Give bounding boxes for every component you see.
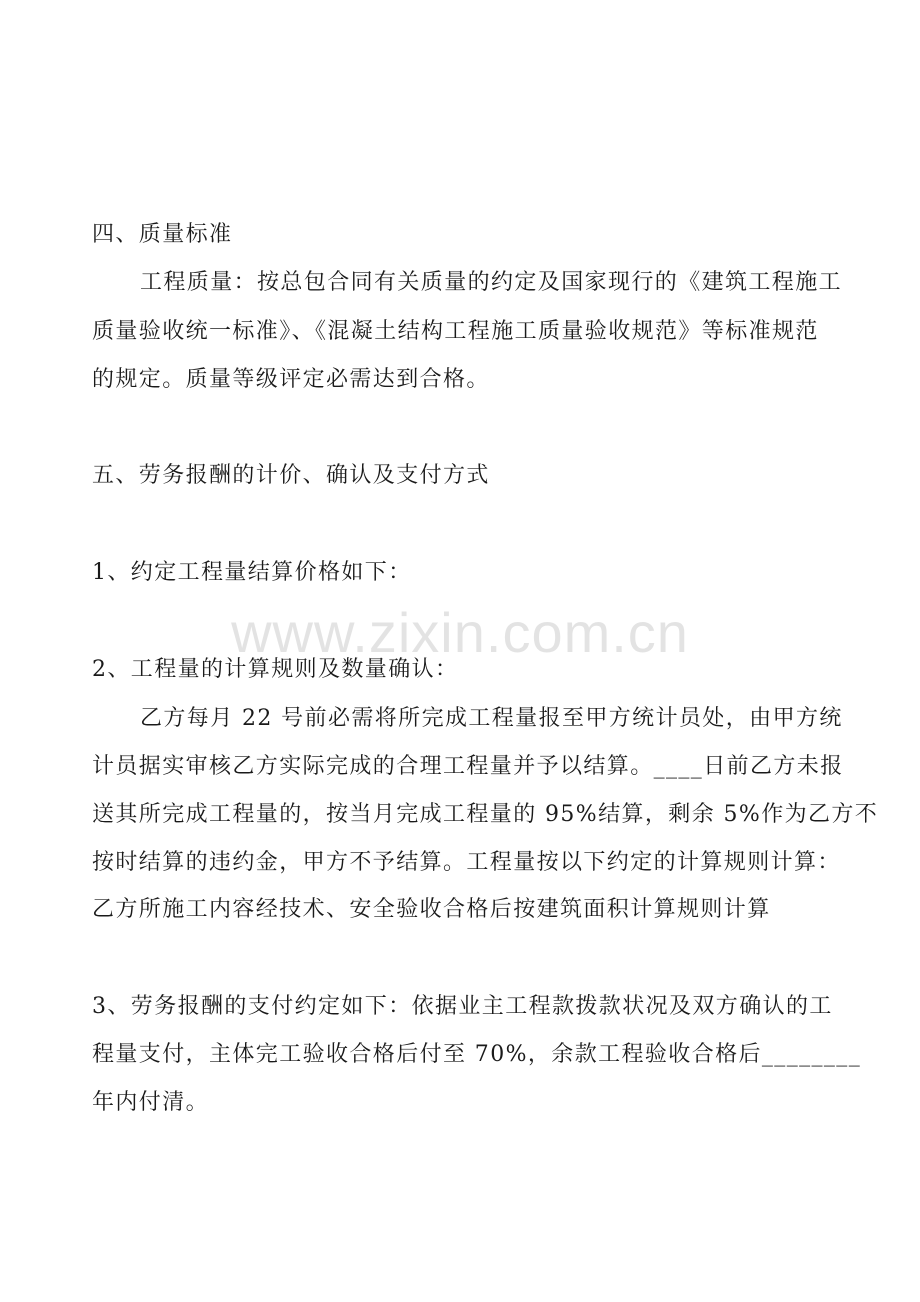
section-4-title: 四、质量标准 — [92, 222, 233, 247]
section-4-line-2: 质量验收统一标准》、《混凝土结构工程施工质量验收规范》等标准规范 — [92, 319, 819, 344]
section-5-title: 五、劳务报酬的计价、确认及支付方式 — [92, 463, 490, 488]
item-1: 1、约定工程量结算价格如下： — [92, 560, 412, 585]
item-2-title: 2、工程量的计算规则及数量确认： — [92, 657, 459, 682]
section-4-line-1: 工程质量：按总包合同有关质量的约定及国家现行的《建筑工程施工 — [140, 270, 843, 295]
item-3-line-1: 3、劳务报酬的支付约定如下：依据业主工程款拨款状况及双方确认的工 — [92, 994, 833, 1019]
item-2-line-1: 乙方每月 22 号前必需将所完成工程量报至甲方统计员处，由甲方统 — [140, 706, 843, 731]
item-2-line-5: 乙方所施工内容经技术、安全验收合格后按建筑面积计算规则计算 — [92, 897, 771, 922]
item-2-line-4: 按时结算的违约金，甲方不予结算。工程量按以下约定的计算规则计算： — [92, 850, 841, 875]
watermark: www.zixin.com.cn — [231, 601, 689, 664]
item-2-line-3: 送其所完成工程量的，按当月完成工程量的 95%结算，剩余 5%作为乙方不 — [92, 802, 879, 827]
section-4-line-3: 的规定。质量等级评定必需达到合格。 — [92, 367, 490, 392]
item-3-line-3: 年内付清。 — [92, 1090, 210, 1115]
item-2-line-2: 计员据实审核乙方实际完成的合理工程量并予以结算。____日前乙方未报 — [92, 754, 844, 779]
item-3-line-2: 程量支付，主体完工验收合格后付至 70%，余款工程验收合格后________ — [92, 1042, 862, 1067]
